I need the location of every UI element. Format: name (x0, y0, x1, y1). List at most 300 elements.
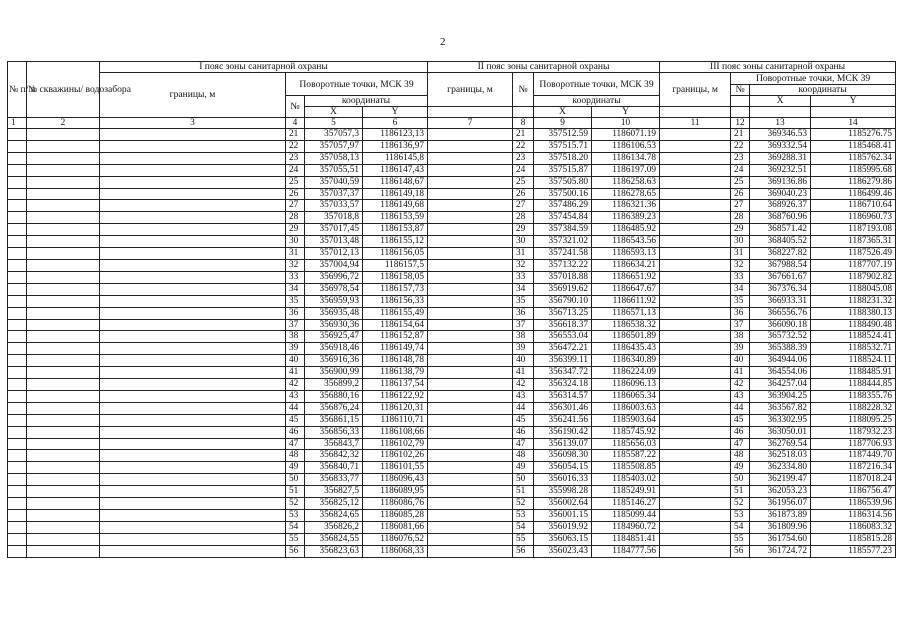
zone2-borders-cell (428, 152, 513, 164)
zone1-borders-cell (100, 188, 286, 200)
column-number: 2 (27, 118, 100, 129)
zone2-x: 356618.37 (534, 319, 592, 331)
zone1-y: 1186156,05 (363, 248, 428, 260)
table-row (8, 402, 896, 414)
zone1-borders-cell (100, 236, 286, 248)
zone2-y: 1184851.41 (592, 533, 660, 545)
zone1-y: 1186152,87 (363, 331, 428, 343)
zone2-x: 356002.64 (534, 498, 592, 510)
zone2-y: 1186071.19 (592, 129, 660, 141)
table-row (8, 200, 896, 212)
zone2-borders-cell (428, 164, 513, 176)
column-number: 13 (750, 118, 811, 129)
npp-cell (8, 212, 27, 224)
column-number: 12 (731, 118, 750, 129)
zone3-x: 369332.54 (750, 140, 811, 152)
zone1-x: 356861,15 (305, 414, 363, 426)
zone3-borders-cell (660, 438, 731, 450)
zone3-borders-cell (660, 236, 731, 248)
zone1-x: 356880,16 (305, 390, 363, 402)
zone2-y: 1186651.92 (592, 271, 660, 283)
zone3-y: 1186756.47 (811, 486, 896, 498)
npp-cell (8, 545, 27, 557)
zone3-point-no: 46 (731, 426, 750, 438)
table-row (8, 521, 896, 533)
zone2-y: 1186647.67 (592, 283, 660, 295)
zone2-point-no: 53 (513, 510, 534, 522)
zone3-borders-cell (660, 379, 731, 391)
table-row (8, 259, 896, 271)
zone1-y: 1186138,79 (363, 367, 428, 379)
zone3-y: 1187902.82 (811, 271, 896, 283)
header-zone1-points: Поворотные точки, МСК 39 (286, 73, 428, 96)
column-number: 5 (305, 118, 363, 129)
zone3-x: 361754.60 (750, 533, 811, 545)
npp-cell (8, 414, 27, 426)
zone3-x: 367661.67 (750, 271, 811, 283)
zone3-point-no: 35 (731, 295, 750, 307)
zone3-x: 369232.51 (750, 164, 811, 176)
zone3-y: 1188228.32 (811, 402, 896, 414)
well-cell (27, 331, 100, 343)
zone2-borders-cell (428, 474, 513, 486)
well-cell (27, 188, 100, 200)
well-cell (27, 390, 100, 402)
zone2-borders-cell (428, 188, 513, 200)
zone3-point-no: 48 (731, 450, 750, 462)
zone2-borders-cell (428, 331, 513, 343)
column-number: 6 (363, 118, 428, 129)
header-zone3-no-blank2 (731, 107, 750, 118)
zone3-y: 1187706.93 (811, 438, 896, 450)
npp-cell (8, 379, 27, 391)
zone2-point-no: 30 (513, 236, 534, 248)
zone1-x: 357017,45 (305, 224, 363, 236)
zone1-y: 1186110,71 (363, 414, 428, 426)
zone1-borders-cell (100, 152, 286, 164)
npp-cell (8, 283, 27, 295)
zone1-borders-cell (100, 176, 286, 188)
zone1-x: 356978,54 (305, 283, 363, 295)
zone3-x: 362518.03 (750, 450, 811, 462)
zone3-point-no: 47 (731, 438, 750, 450)
zone1-borders-cell (100, 212, 286, 224)
zone2-x: 357132.22 (534, 259, 592, 271)
zone2-x: 356019.92 (534, 521, 592, 533)
zone3-borders-cell (660, 164, 731, 176)
zone1-x: 357033,57 (305, 200, 363, 212)
zone1-point-no: 38 (286, 331, 305, 343)
npp-cell (8, 331, 27, 343)
zone2-borders-cell (428, 224, 513, 236)
table-row (8, 486, 896, 498)
zone1-y: 1186149,74 (363, 343, 428, 355)
zone1-point-no: 21 (286, 129, 305, 141)
zone2-y: 1184777.56 (592, 545, 660, 557)
zone3-borders-cell (660, 307, 731, 319)
zone1-y: 1186149,18 (363, 188, 428, 200)
zone1-y: 1186148,67 (363, 176, 428, 188)
zone1-borders-cell (100, 319, 286, 331)
zone1-point-no: 45 (286, 414, 305, 426)
zone1-x: 357055,51 (305, 164, 363, 176)
npp-cell (8, 200, 27, 212)
well-cell (27, 426, 100, 438)
header-zone1: I пояс зоны санитарной охраны (100, 62, 428, 73)
zone3-y: 1186279.86 (811, 176, 896, 188)
zone1-y: 1186148,78 (363, 355, 428, 367)
zone2-borders-cell (428, 521, 513, 533)
npp-cell (8, 295, 27, 307)
zone2-point-no: 46 (513, 426, 534, 438)
zone2-y: 1186571.13 (592, 307, 660, 319)
zone3-point-no: 40 (731, 355, 750, 367)
zone2-y: 1186543.56 (592, 236, 660, 248)
table-row (8, 474, 896, 486)
table-row (8, 379, 896, 391)
zone3-x: 363302.95 (750, 414, 811, 426)
zone1-x: 357012,13 (305, 248, 363, 260)
zone1-x: 356996,72 (305, 271, 363, 283)
zone3-point-no: 43 (731, 390, 750, 402)
zone3-point-no: 36 (731, 307, 750, 319)
zone2-borders-cell (428, 533, 513, 545)
header-zone2-borders: границы, м (428, 73, 513, 107)
npp-cell (8, 486, 27, 498)
zone1-y: 1186108,66 (363, 426, 428, 438)
zone1-point-no: 25 (286, 176, 305, 188)
zone1-borders-cell (100, 331, 286, 343)
zone3-borders-cell (660, 462, 731, 474)
table-row (8, 343, 896, 355)
table-row (8, 355, 896, 367)
well-cell (27, 319, 100, 331)
zone2-borders-cell (428, 390, 513, 402)
zone2-x: 357515.71 (534, 140, 592, 152)
well-cell (27, 355, 100, 367)
zone2-point-no: 32 (513, 259, 534, 271)
zone3-y: 1188524.41 (811, 331, 896, 343)
well-cell (27, 129, 100, 141)
zone1-x: 356824,65 (305, 510, 363, 522)
well-cell (27, 379, 100, 391)
npp-cell (8, 259, 27, 271)
zone2-y: 1186258.63 (592, 176, 660, 188)
zone1-x: 356930,36 (305, 319, 363, 331)
zone3-point-no: 30 (731, 236, 750, 248)
zone1-x: 357058,13 (305, 152, 363, 164)
zone2-y: 1185249.91 (592, 486, 660, 498)
table-row (8, 140, 896, 152)
zone3-x: 362769.54 (750, 438, 811, 450)
zone1-point-no: 44 (286, 402, 305, 414)
zone3-point-no: 33 (731, 271, 750, 283)
zone1-borders-cell (100, 140, 286, 152)
zone3-point-no: 38 (731, 331, 750, 343)
zone2-point-no: 33 (513, 271, 534, 283)
zone3-borders-cell (660, 521, 731, 533)
zone1-x: 357040,59 (305, 176, 363, 188)
zone3-borders-cell (660, 319, 731, 331)
zone1-point-no: 46 (286, 426, 305, 438)
well-cell (27, 343, 100, 355)
zone2-point-no: 34 (513, 283, 534, 295)
zone3-y: 1186539.96 (811, 498, 896, 510)
well-cell (27, 545, 100, 557)
zone1-borders-cell (100, 224, 286, 236)
zone2-x: 356023.43 (534, 545, 592, 557)
zone1-x: 356959,93 (305, 295, 363, 307)
zone2-borders-cell (428, 295, 513, 307)
zone3-point-no: 44 (731, 402, 750, 414)
zone1-borders-cell (100, 533, 286, 545)
zone3-y: 1187018.24 (811, 474, 896, 486)
zone2-x: 356063.15 (534, 533, 592, 545)
zone3-x: 365388.39 (750, 343, 811, 355)
zone3-y: 1188380.13 (811, 307, 896, 319)
table-row (8, 271, 896, 283)
zone1-y: 1186102,26 (363, 450, 428, 462)
zone2-x: 356054.15 (534, 462, 592, 474)
zone2-point-no: 35 (513, 295, 534, 307)
zone3-borders-cell (660, 248, 731, 260)
zone2-point-no: 47 (513, 438, 534, 450)
table-row (8, 283, 896, 295)
header-zone1-y: Y (363, 107, 428, 118)
zone3-y: 1188095.25 (811, 414, 896, 426)
npp-cell (8, 236, 27, 248)
npp-cell (8, 129, 27, 141)
zone3-x: 369136.86 (750, 176, 811, 188)
table-row (8, 129, 896, 141)
zone3-y: 1188524.11 (811, 355, 896, 367)
zone2-x: 357505.80 (534, 176, 592, 188)
zone2-point-no: 49 (513, 462, 534, 474)
table-row (8, 236, 896, 248)
zone1-borders-cell (100, 307, 286, 319)
zone1-point-no: 40 (286, 355, 305, 367)
zone3-x: 368227.82 (750, 248, 811, 260)
well-cell (27, 498, 100, 510)
zone2-y: 1185745.92 (592, 426, 660, 438)
zone2-x: 356301.46 (534, 402, 592, 414)
zone1-point-no: 51 (286, 486, 305, 498)
zone2-x: 356324.18 (534, 379, 592, 391)
zone3-x: 362053.23 (750, 486, 811, 498)
zone2-point-no: 24 (513, 164, 534, 176)
zone2-y: 1185587.22 (592, 450, 660, 462)
zone2-point-no: 54 (513, 521, 534, 533)
zone1-point-no: 22 (286, 140, 305, 152)
zone2-y: 1185656.03 (592, 438, 660, 450)
zone1-borders-cell (100, 545, 286, 557)
zone2-y: 1186106.53 (592, 140, 660, 152)
zone3-point-no: 29 (731, 224, 750, 236)
column-number: 4 (286, 118, 305, 129)
table-row (8, 390, 896, 402)
zone3-borders-cell (660, 545, 731, 557)
well-cell (27, 521, 100, 533)
npp-cell (8, 188, 27, 200)
zone1-point-no: 39 (286, 343, 305, 355)
zone1-x: 357018,8 (305, 212, 363, 224)
zone3-borders-cell (660, 474, 731, 486)
zone3-y: 1185468.41 (811, 140, 896, 152)
zone2-x: 356016.33 (534, 474, 592, 486)
zone2-borders-cell (428, 367, 513, 379)
table-row (8, 212, 896, 224)
zone3-y: 1186960.73 (811, 212, 896, 224)
npp-cell (8, 271, 27, 283)
zone1-x: 356843,7 (305, 438, 363, 450)
zone1-y: 1186155,12 (363, 236, 428, 248)
zone2-y: 1185403.02 (592, 474, 660, 486)
zone2-borders-cell (428, 426, 513, 438)
zone1-point-no: 35 (286, 295, 305, 307)
table-row (8, 438, 896, 450)
zone1-x: 357004,94 (305, 259, 363, 271)
column-number: 10 (592, 118, 660, 129)
zone1-point-no: 33 (286, 271, 305, 283)
zone1-y: 1186156,33 (363, 295, 428, 307)
zone3-borders-cell (660, 259, 731, 271)
zone1-point-no: 49 (286, 462, 305, 474)
table-row (8, 498, 896, 510)
zone1-borders-cell (100, 355, 286, 367)
header-zone2-coords: координаты (534, 96, 660, 107)
zone1-borders-cell (100, 486, 286, 498)
zone3-point-no: 34 (731, 283, 750, 295)
npp-cell (8, 402, 27, 414)
zone1-borders-cell (100, 271, 286, 283)
zone2-borders-cell (428, 140, 513, 152)
npp-cell (8, 307, 27, 319)
zone2-point-no: 43 (513, 390, 534, 402)
zone1-point-no: 53 (286, 510, 305, 522)
zone1-x: 357057,3 (305, 129, 363, 141)
zone2-point-no: 25 (513, 176, 534, 188)
npp-cell (8, 224, 27, 236)
zone1-borders-cell (100, 283, 286, 295)
zone3-x: 369346.53 (750, 129, 811, 141)
well-cell (27, 200, 100, 212)
zone3-y: 1188490.48 (811, 319, 896, 331)
zone1-point-no: 28 (286, 212, 305, 224)
zone3-borders-cell (660, 271, 731, 283)
zone3-x: 368760.96 (750, 212, 811, 224)
zone3-x: 366556.76 (750, 307, 811, 319)
table-row (8, 224, 896, 236)
zone3-y: 1187449.70 (811, 450, 896, 462)
zone2-borders-cell (428, 176, 513, 188)
zone1-y: 1186153,59 (363, 212, 428, 224)
zone3-x: 364554.06 (750, 367, 811, 379)
zone1-borders-cell (100, 402, 286, 414)
zone2-x: 356347.72 (534, 367, 592, 379)
zone2-y: 1186134.78 (592, 152, 660, 164)
zone3-point-no: 23 (731, 152, 750, 164)
zone2-point-no: 38 (513, 331, 534, 343)
zone2-y: 1186501.89 (592, 331, 660, 343)
header-zone3-y: Y (811, 96, 896, 107)
zone1-y: 1186096,43 (363, 474, 428, 486)
zone1-point-no: 41 (286, 367, 305, 379)
zone1-y: 1186157,5 (363, 259, 428, 271)
zone2-x: 356190.42 (534, 426, 592, 438)
header-zone2-x: X (534, 107, 592, 118)
zone2-y: 1186003.63 (592, 402, 660, 414)
zone1-x: 356900,99 (305, 367, 363, 379)
header-zone3-x: X (750, 96, 811, 107)
zone2-y: 1186340.89 (592, 355, 660, 367)
zone3-x: 368571.42 (750, 224, 811, 236)
zone2-x: 355998.28 (534, 486, 592, 498)
zone3-borders-cell (660, 498, 731, 510)
zone2-point-no: 22 (513, 140, 534, 152)
zone3-x: 361873.89 (750, 510, 811, 522)
zone3-y: 1188231.32 (811, 295, 896, 307)
zone3-borders-cell (660, 224, 731, 236)
zone1-y: 1186149,68 (363, 200, 428, 212)
page-number: 2 (440, 36, 446, 48)
zone1-x: 356842,32 (305, 450, 363, 462)
well-cell (27, 367, 100, 379)
zone2-point-no: 26 (513, 188, 534, 200)
zone3-y: 1188444.85 (811, 379, 896, 391)
header-zone3-borders: границы, м (660, 73, 731, 107)
column-number: 9 (534, 118, 592, 129)
zone3-y: 1188532.71 (811, 343, 896, 355)
table-row (8, 164, 896, 176)
zone2-borders-cell (428, 379, 513, 391)
well-cell (27, 307, 100, 319)
npp-cell (8, 319, 27, 331)
zone2-y: 1186634.21 (592, 259, 660, 271)
zone1-point-no: 52 (286, 498, 305, 510)
zone2-borders-cell (428, 355, 513, 367)
table-row (8, 510, 896, 522)
zone2-x: 356139.07 (534, 438, 592, 450)
zone2-y: 1186485.92 (592, 224, 660, 236)
zone2-point-no: 39 (513, 343, 534, 355)
zone3-point-no: 37 (731, 319, 750, 331)
table-row (8, 462, 896, 474)
npp-cell (8, 140, 27, 152)
well-cell (27, 438, 100, 450)
zone2-point-no: 40 (513, 355, 534, 367)
table-row (8, 319, 896, 331)
header-well: № скважины/ водозабора (27, 62, 100, 118)
zone3-borders-cell (660, 486, 731, 498)
zone1-borders-cell (100, 450, 286, 462)
well-cell (27, 510, 100, 522)
zone2-borders-cell (428, 450, 513, 462)
zone2-x: 356472.21 (534, 343, 592, 355)
zone3-point-no: 54 (731, 521, 750, 533)
zone2-y: 1184960.72 (592, 521, 660, 533)
zone2-y: 1186096.13 (592, 379, 660, 391)
zone1-borders-cell (100, 498, 286, 510)
zone1-x: 356833,77 (305, 474, 363, 486)
zone1-point-no: 32 (286, 259, 305, 271)
header-zone3: III пояс зоны санитарной охраны (660, 62, 896, 73)
zone1-x: 356856,33 (305, 426, 363, 438)
zone2-borders-cell (428, 486, 513, 498)
well-cell (27, 140, 100, 152)
column-number: 1 (8, 118, 27, 129)
zone1-x: 356916,36 (305, 355, 363, 367)
table-row (8, 152, 896, 164)
